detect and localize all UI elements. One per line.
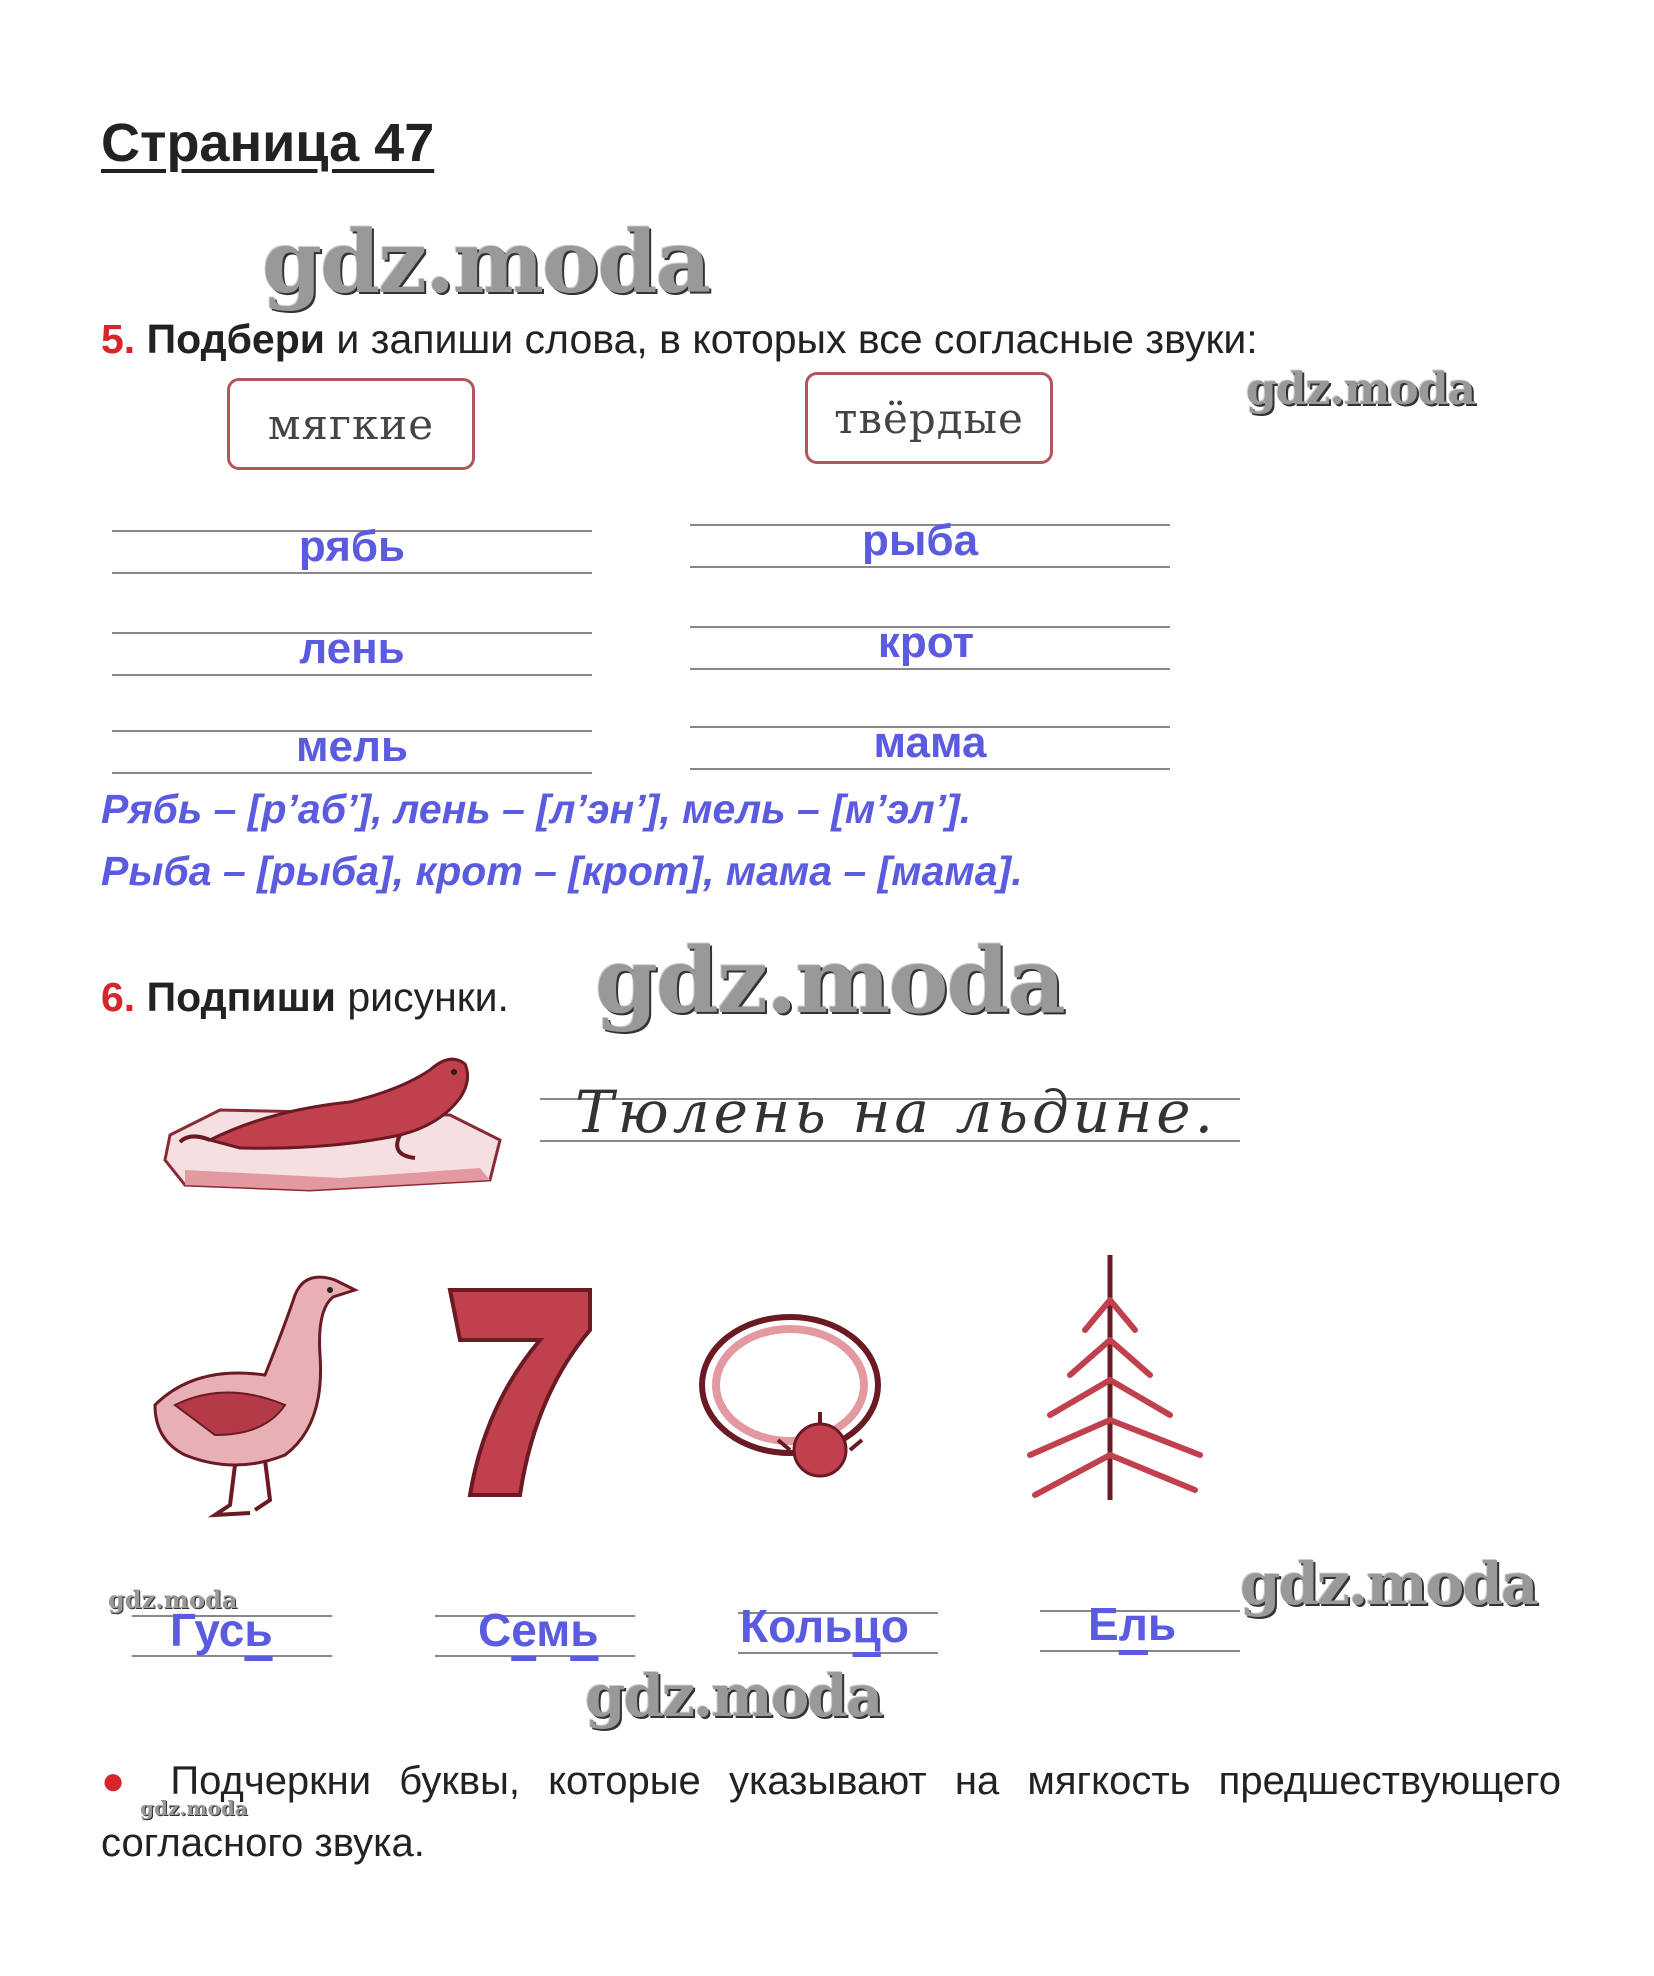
hard-label: твёрдые <box>834 393 1024 443</box>
page-title: Страница 47 <box>101 113 435 173</box>
ring-illustration <box>690 1300 920 1485</box>
fir-tree-illustration <box>1010 1250 1225 1515</box>
watermark: gdz.moda <box>585 1662 882 1730</box>
watermark: gdz.moda <box>595 928 1064 1034</box>
solution-line: Рыба – [рыба], крот – [крот], мама – [мама]. <box>101 848 1023 894</box>
watermark: gdz.moda <box>262 212 710 313</box>
task5-instruction <box>101 316 1258 363</box>
seal-caption: Тюлень на льдине. <box>575 1078 1218 1146</box>
solution-line: Рябь – [р’аб’], лень – [л’эн’], мель – [м’эл’]. <box>101 786 972 832</box>
soft-label-box <box>227 378 475 470</box>
soft-word: мель <box>295 722 409 771</box>
soft-word: рябь <box>298 522 406 571</box>
goose-illustration <box>135 1265 365 1520</box>
watermark: gdz.moda <box>1240 1550 1537 1618</box>
task6-instruction <box>101 974 509 1021</box>
task-text: рисунки. <box>335 974 509 1020</box>
watermark: gdz.moda <box>1246 364 1476 415</box>
watermark: gdz.moda <box>140 1796 248 1820</box>
caption-goose: Гусь <box>170 1604 273 1656</box>
hard-word: крот <box>877 618 975 667</box>
watermark: gdz.moda <box>108 1585 238 1614</box>
bullet-text: Подчеркни буквы, которые указывают на мягкость предшествующего согласного звука. <box>101 1759 1561 1865</box>
caption-ring: Кольцо <box>740 1600 909 1652</box>
bullet-dot: ● <box>101 1759 143 1803</box>
task-text: и запиши слова, в которых все согласные звуки: <box>324 316 1258 362</box>
task-verb: Подбери <box>146 316 325 362</box>
seven-illustration <box>440 1285 600 1500</box>
task-number: 5. <box>101 316 136 362</box>
task-verb: Подпиши <box>146 974 336 1020</box>
soft-label: мягкие <box>267 399 435 449</box>
task-number: 6. <box>101 974 136 1020</box>
seven-digit: 7 <box>520 1412 528 1428</box>
hard-label-box <box>805 372 1053 464</box>
caption-seven: Семь <box>478 1604 599 1656</box>
soft-word: лень <box>299 624 405 673</box>
bullet-instruction <box>101 1750 1561 1874</box>
hard-word: рыба <box>861 516 979 565</box>
hard-word: мама <box>873 718 987 767</box>
seal-on-ice-illustration <box>160 1040 510 1200</box>
caption-fir: Ель <box>1088 1598 1177 1650</box>
